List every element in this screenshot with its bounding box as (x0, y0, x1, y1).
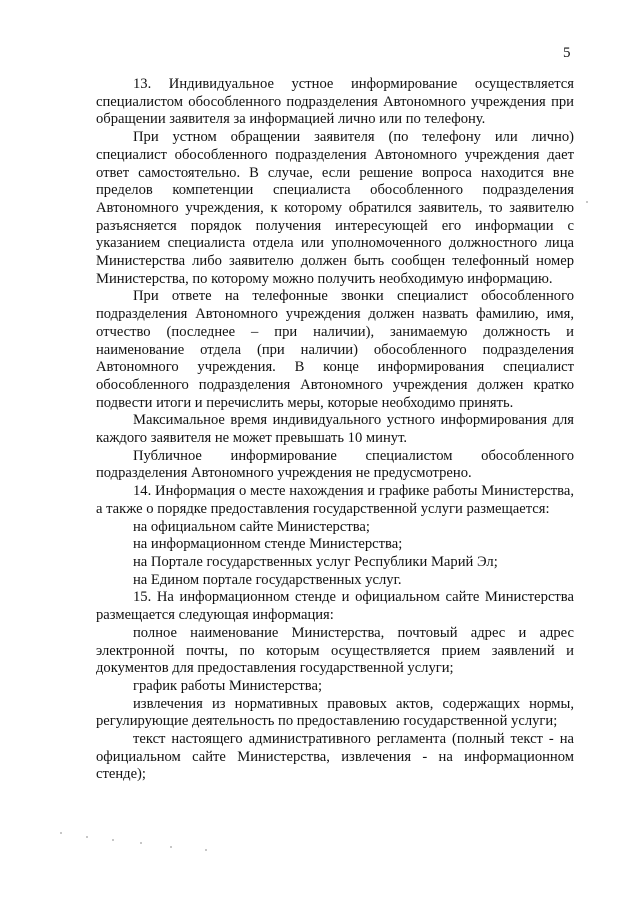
scan-speck (205, 849, 207, 851)
scan-speck (60, 832, 62, 834)
paragraph-15-stand-content: 15. На информационном стенде и официальном сайте Министерства размещается следующая информация: (96, 589, 574, 624)
list-item-unified-portal: на Едином портале государственных услуг. (133, 571, 402, 588)
paragraph-phone-calls: При ответе на телефонные звонки специалист обособленного подразделения Автономного учреждения должен назвать фамилию, имя, отчество (последнее – при наличии), занимаемую должность и наименование отдела (при наличии) обособленного подразделения Автономного учреждения. В конце информирования специалист обособленного подразделения Автономного учреждения должен кратко подвести итоги и перечислить меры, которые необходимо принять. (96, 288, 574, 411)
paragraph-14-information-location: 14. Информация о месте нахождения и графике работы Министерства, а также о порядке предоставления государственной услуги размещается: (96, 483, 574, 517)
scan-speck (86, 836, 88, 838)
paragraph-max-time: Максимальное время индивидуального устного информирования для каждого заявителя не может превышать 10 минут. (96, 412, 574, 447)
scan-speck (140, 842, 142, 844)
list-item-info-stand: на информационном стенде Министерства; (133, 536, 403, 553)
list-item-regional-portal: на Портале государственных услуг Республики Марий Эл; (133, 553, 498, 570)
scan-speck (170, 846, 172, 848)
list-item-work-schedule: график работы Министерства; (133, 677, 323, 694)
scan-speck (112, 839, 114, 841)
page-number: 5 (563, 45, 571, 61)
document-body (96, 76, 574, 784)
list-item-full-name-address: полное наименование Министерства, почтовый адрес и адрес электронной почты, по которым осуществляется прием заявлений и документов для предоставления государственной услуги; (96, 624, 574, 677)
list-item-legal-extracts: извлечения из нормативных правовых актов, содержащих нормы, регулирующие деятельность по предоставлению государственной услуги; (96, 695, 574, 730)
paragraph-13-individual-informing: 13. Индивидуальное устное информирование осуществляется специалистом обособленного подразделения Автономного учреждения при обращении заявителя за информацией лично или по телефону. (96, 76, 574, 128)
paragraph-public-informing: Публичное информирование специалистом обособленного подразделения Автономного учреждения не предусмотрено. (96, 447, 574, 482)
list-item-official-site: на официальном сайте Министерства; (133, 518, 370, 535)
scan-speck (586, 201, 588, 203)
list-item-regulation-text: текст настоящего административного регламента (полный текст - на официальном сайте Министерства, извлечения - на информационном стенде); (96, 731, 574, 783)
paragraph-oral-request: При устном обращении заявителя (по телефону или лично) специалист обособленного подразделения Автономного учреждения дает ответ самостоятельно. В случае, если решение вопроса находится вне пределов компетенции специалиста обособленного подразделения Автономного учреждения, к которому обратился заявитель, то заявителю разъясняется порядок получения интересующей его информации с указанием специалиста отдела или уполномоченного должностного лица Министерства либо заявителю должен быть сообщен телефонный номер Министерства, по которому можно получить необходимую информацию. (96, 129, 574, 287)
